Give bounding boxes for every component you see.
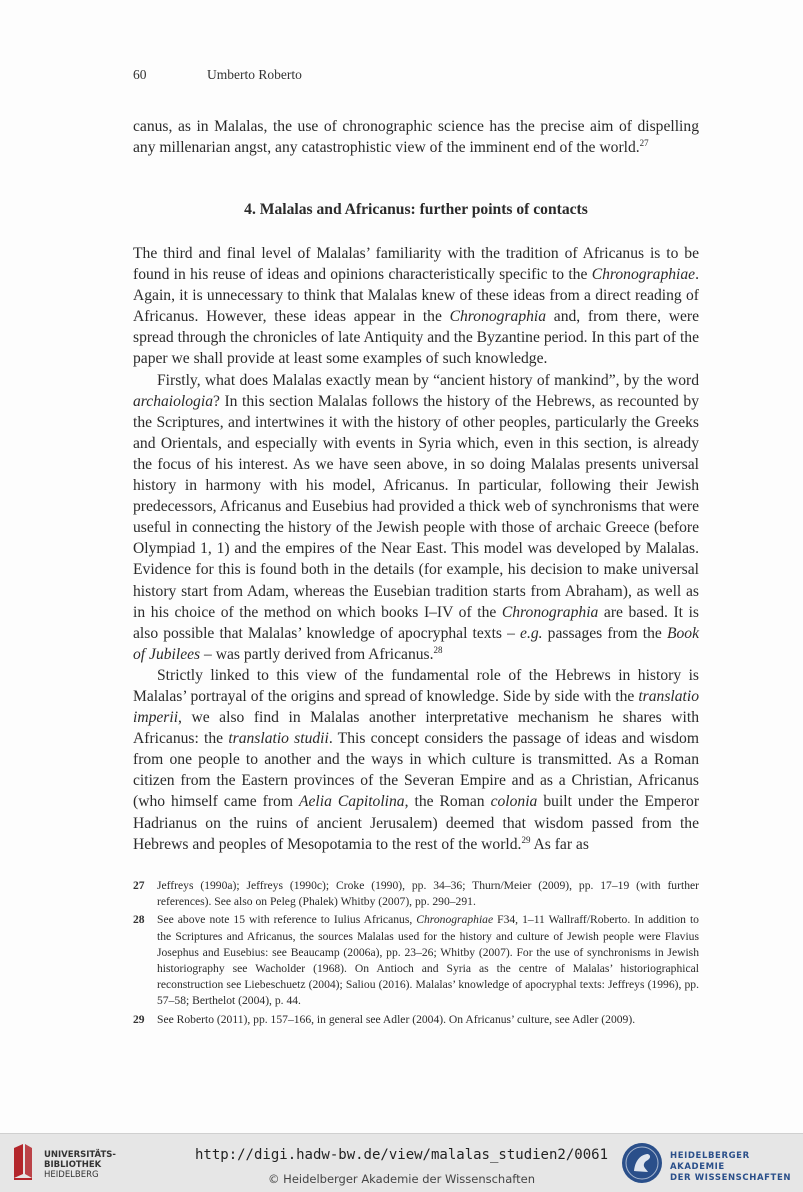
footnote-text (157, 878, 699, 910)
italic-run: translatio studii (228, 730, 329, 748)
intro-paragraph (133, 116, 699, 158)
academy-name (670, 1151, 803, 1184)
text-run: built under the Emperor Hadrianus on the ruins of ancient Jerusalem) deemed that wisdom passed from the Hebrews and peoples of Mesopotamia to the rest of the world. (133, 793, 700, 853)
text-run: are based. It is also possible that Malalas’ knowledge of apocryphal texts – (133, 603, 699, 642)
text-run: Firstly, what does Malalas exactly mean by “ancient history of mankind”, by the word (157, 371, 699, 389)
viewer-footer (0, 1133, 803, 1192)
footnote-ref-29[interactable]: 29 (521, 834, 531, 845)
italic-run: Aelia Capitolina (298, 793, 405, 811)
footnote-text (157, 912, 699, 1009)
main-text (133, 243, 699, 855)
ub-line: BIBLIOTHEK (44, 1160, 102, 1170)
italic-run: Book of Jubilees (133, 624, 699, 663)
ub-line: HEIDELBERG (44, 1170, 99, 1180)
italic-run: archaiologia (133, 392, 213, 410)
text-run: passages from the (542, 624, 667, 642)
text-run: ? In this section Malalas follows the history of the Hebrews, as recounted by the Scriptures, and intertwines it with the history of other peoples, particularly the Greeks and Orientals, and especially with events in Syria which, even in this section, is already the focus of his interest. As we have seen above, in so doing Malalas presents universal history in harmony with his model, Africanus. In particular, following their Jewish predecessors, Africanus and Eusebius had provided a thick web of synchronisms that were useful in connecting the history of the Jewish people with those of archaic Greece (before Olympiad 1, 1) and the empires of the Near East. This model was developed by Malalas. Evidence for this is found both in the details (for example, his decision to make universal history start from Adam, whereas the Eusebian tradition starts from Abraham), as well as in his choice of the method on which books I–IV of the (133, 392, 699, 621)
intro-text: canus, as in Malalas, the use of chronographic science has the precise aim of dispelling any millenarian angst, any catastrophistic view of the imminent end of the world. (133, 118, 699, 157)
footnote (133, 912, 699, 1009)
text-run: F34, 1–11 Wallraff/Roberto. In addition to the Scriptures and Africanus, the sources Malalas used for the history and culture of Jewish people were Flavius Josephus and Eusebius: see Beaucamp (2006a), pp. 23–26; Whitby (2007). For the use of synchronisms in Jewish historiography see Wacholder (1968). On Antioch and Syria as the centre of Malalas’ historiographical reconstruction see Liebeschuetz (2004); Saliou (2016). Malalas’ knowledge of apocryphal texts: Jeffreys (1996), pp. 57–58; Berthelot (2004), p. 44. (157, 913, 699, 1008)
text-run: The third and final level of Malalas’ familiarity with the tradition of Africanus is to be found in his reuse of ideas and opinions characteristically specific to the (133, 245, 699, 284)
text-run: , the Roman (404, 793, 491, 811)
text-run: See above note 15 with reference to Iulius Africanus, (157, 913, 417, 927)
text-run: See Roberto (2011), pp. 157–166, in general see Adler (2004). On Africanus’ culture, see Adler (2009). (157, 1012, 636, 1026)
footnote (133, 878, 699, 910)
paragraph-2 (133, 370, 699, 665)
text-run: – was partly derived from Africanus. (200, 645, 434, 663)
italic-run: colonia (490, 793, 538, 811)
text-run: Strictly linked to this view of the fundamental role of the Hebrews in history is Malalas’ portrayal of the origins and spread of knowledge. Side by side with the (133, 666, 699, 705)
text-run: As far as (530, 835, 589, 853)
text-run: . This concept considers the passage of ideas and wisdom from one people to another and the ways in which culture is transmitted. As a Roman citizen from the Eastern provinces of the Severan Empire and as a Christian, Africanus (who himself came from (133, 730, 699, 811)
section-heading: 4. Malalas and Africanus: further points of contacts (244, 201, 588, 218)
footnote-ref-28[interactable]: 28 (433, 644, 443, 655)
academy-seal-icon[interactable] (620, 1141, 664, 1185)
italic-run: Chronographia (449, 308, 547, 326)
ub-line: UNIVERSITÄTS- (44, 1150, 116, 1160)
copyright-notice: © Heidelberger Akademie der Wissenschaften (268, 1172, 535, 1186)
text-run: and, from there, were spread through the chronicles of late Antiquity and the Byzantine period. In this part of the paper we shall provide at least some examples of such knowledge. (133, 308, 699, 368)
footnote-text (157, 1012, 699, 1028)
footnote (133, 1012, 699, 1028)
academy-line: HEIDELBERGER AKADEMIE (670, 1151, 750, 1172)
running-head (133, 67, 302, 83)
footnotes (133, 878, 699, 1030)
page-number: 60 (133, 67, 147, 82)
footnote-number: 29 (133, 1012, 145, 1026)
footnote-ref-27[interactable]: 27 (639, 137, 649, 148)
italic-run: Chronographiae (416, 913, 494, 927)
text-run: , we also find in Malalas another interpretative mechanism he shares with Africanus: the (133, 709, 699, 748)
italic-run: Chronographia (501, 603, 599, 621)
footnote-number: 27 (133, 879, 145, 892)
italic-run: translatio imperii (133, 687, 699, 727)
italic-run: e.g. (520, 624, 543, 642)
footnote-number: 28 (133, 913, 145, 927)
text-run: Jeffreys (1990a); Jeffreys (1990c); Croke (1990), pp. 34–36; Thurn/Meier (2009), pp. 17–19 (with further references). See also on Peleg (Phalek) Whitby (2007), pp. 290–291. (157, 879, 699, 909)
running-author: Umberto Roberto (207, 67, 302, 82)
text-run: . Again, it is unnecessary to think that Malalas knew of these ideas from a direct reading of Africanus. However, these ideas appear in the (133, 266, 699, 326)
permalink-url[interactable]: http://digi.hadw-bw.de/view/malalas_studien2/0061 (194, 1147, 608, 1163)
paragraph-3 (133, 665, 699, 855)
academy-line: DER WISSENSCHAFTEN (670, 1173, 792, 1183)
italic-run: Chronographiae (591, 266, 696, 284)
paragraph-1 (133, 243, 699, 370)
